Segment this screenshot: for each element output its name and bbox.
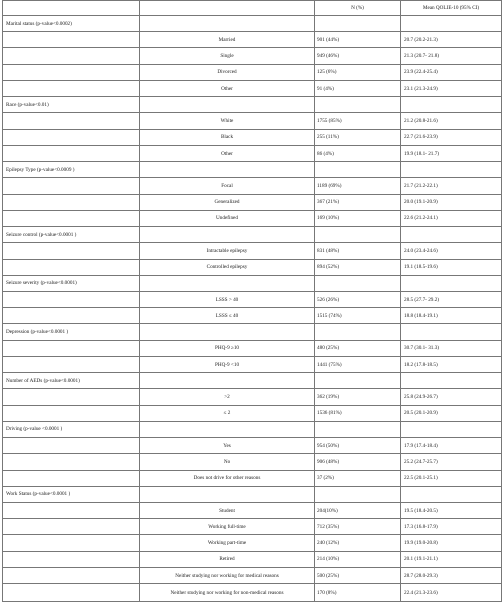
row-category-label: Neither studying nor working for non-medical reasons [140,584,315,602]
row-n-percent: 1189 (69%) [315,178,401,194]
table-row [3,145,502,161]
row-category-label: Does not drive for other reasons [140,470,315,486]
table-row [3,567,502,583]
row-category-label: Undefined [140,210,315,226]
row-n-percent: 91 (4%) [315,80,401,96]
row-empty-cell [3,259,140,275]
group-empty-cell [401,227,502,243]
group-row [3,486,502,502]
group-empty-cell [315,16,401,32]
row-mean-qolie: 28.5 (27.7- 29.2) [401,291,502,307]
row-mean-qolie: 19.9 (19.0-20.8) [401,535,502,551]
row-empty-cell [3,519,140,535]
group-title: Number of AEDs (p-value<0.0001) [3,373,140,389]
group-empty-cell [401,275,502,291]
row-mean-qolie: 21.7 (21.2-22.1) [401,178,502,194]
group-row [3,227,502,243]
row-mean-qolie: 30.7 (30.1- 31.3) [401,340,502,356]
group-empty-cell [315,373,401,389]
row-category-label: LSSS ≤ 40 [140,308,315,324]
row-empty-cell [3,80,140,96]
row-empty-cell [3,210,140,226]
table-row [3,519,502,535]
row-n-percent: 169 (10%) [315,210,401,226]
row-empty-cell [3,291,140,307]
row-empty-cell [3,535,140,551]
table-row [3,194,502,210]
table-row [3,438,502,454]
group-title: Race (p-value<0.01) [3,97,140,113]
group-empty-cell [140,486,315,502]
row-empty-cell [3,470,140,486]
row-category-label: LSSS > 40 [140,291,315,307]
row-empty-cell [3,113,140,129]
qolie-results-table [2,0,502,602]
row-n-percent: 1515 (74%) [315,308,401,324]
table-row [3,405,502,421]
row-mean-qolie: 17.9 (17.4-18.4) [401,438,502,454]
row-category-label: Generalized [140,194,315,210]
table-row [3,470,502,486]
table-container [2,0,501,602]
row-category-label: White [140,113,315,129]
table-row [3,129,502,145]
group-empty-cell [140,227,315,243]
table-row [3,80,502,96]
table-row [3,259,502,275]
table-row [3,454,502,470]
row-empty-cell [3,438,140,454]
group-empty-cell [140,275,315,291]
row-mean-qolie: 22.4 (21.3-23.6) [401,584,502,602]
row-n-percent: 86 (4%) [315,145,401,161]
table-row [3,584,502,602]
table-row [3,32,502,48]
row-category-label: Focal [140,178,315,194]
group-title: Seizure severity (p-value<0.0001) [3,275,140,291]
row-mean-qolie: 22.5 (20.1-25.1) [401,470,502,486]
row-n-percent: 255 (11%) [315,129,401,145]
row-n-percent: 831 (48%) [315,243,401,259]
row-empty-cell [3,178,140,194]
group-row [3,373,502,389]
group-empty-cell [140,324,315,340]
row-mean-qolie: 19.1 (18.5-19.6) [401,259,502,275]
row-empty-cell [3,454,140,470]
row-empty-cell [3,243,140,259]
row-n-percent: 367 (21%) [315,194,401,210]
table-row [3,178,502,194]
header-cell-variable [3,1,140,16]
header-cell-category [140,1,315,16]
row-n-percent: 1536 (81%) [315,405,401,421]
table-row [3,356,502,372]
row-mean-qolie: 22.7 (21.6-23.9) [401,129,502,145]
row-mean-qolie: 25.2 (24.7-25.7) [401,454,502,470]
table-row [3,535,502,551]
row-mean-qolie: 20.5 (20.1-20.9) [401,405,502,421]
row-mean-qolie: 25.8 (24.9-26.7) [401,389,502,405]
table-row [3,340,502,356]
row-mean-qolie: 23.9 (22.4-25.4) [401,64,502,80]
row-category-label: PHQ-9 ≥10 [140,340,315,356]
group-row [3,16,502,32]
row-mean-qolie: 18.2 (17.8-18.5) [401,356,502,372]
group-row [3,97,502,113]
row-n-percent: 894 (52%) [315,259,401,275]
group-title: Epilepsy Type (p-value<0.0009 ) [3,162,140,178]
row-mean-qolie: 22.6 (21.2-24.1) [401,210,502,226]
table-row [3,502,502,518]
group-empty-cell [140,162,315,178]
group-empty-cell [401,421,502,437]
row-mean-qolie: 28.7 (28.0-29.3) [401,567,502,583]
group-empty-cell [401,162,502,178]
row-category-label: >2 [140,389,315,405]
row-mean-qolie: 24.0 (23.4-24.6) [401,243,502,259]
table-row [3,48,502,64]
header-cell-mean-qolie: Mean QOLIE-10 (95% CI) [401,1,502,16]
row-n-percent: 526 (26%) [315,291,401,307]
row-category-label: Yes [140,438,315,454]
row-n-percent: 1441 (75%) [315,356,401,372]
group-empty-cell [315,421,401,437]
row-n-percent: 170 (8%) [315,584,401,602]
row-mean-qolie: 19.9 (18.1- 21.7) [401,145,502,161]
table-row [3,551,502,567]
table-row [3,64,502,80]
row-category-label: Married [140,32,315,48]
group-empty-cell [315,324,401,340]
group-empty-cell [401,16,502,32]
row-n-percent: 906 (48%) [315,454,401,470]
row-category-label: Working full-time [140,519,315,535]
table-row [3,113,502,129]
group-title: Seizure control (p-value<0.0001 ) [3,227,140,243]
group-title: Work Status (p-value<0.0001 ) [3,486,140,502]
group-empty-cell [140,97,315,113]
group-empty-cell [401,97,502,113]
row-empty-cell [3,405,140,421]
row-n-percent: 901 (44%) [315,32,401,48]
row-empty-cell [3,48,140,64]
row-category-label: Single [140,48,315,64]
table-row [3,291,502,307]
group-empty-cell [140,16,315,32]
row-n-percent: 214 (10%) [315,551,401,567]
row-category-label: Controlled epilepsy [140,259,315,275]
row-category-label: Student [140,502,315,518]
row-empty-cell [3,308,140,324]
row-category-label: Other [140,80,315,96]
row-n-percent: 37 (2%) [315,470,401,486]
row-n-percent: 500 (25%) [315,567,401,583]
row-n-percent: 949 (46%) [315,48,401,64]
row-empty-cell [3,551,140,567]
group-title: Marital status (p-value<0.0002) [3,16,140,32]
group-empty-cell [315,162,401,178]
row-empty-cell [3,32,140,48]
row-category-label: PHQ-9 <10 [140,356,315,372]
group-empty-cell [401,486,502,502]
group-title: Depression (p-value<0.0001 ) [3,324,140,340]
row-empty-cell [3,389,140,405]
group-row [3,162,502,178]
row-empty-cell [3,64,140,80]
row-mean-qolie: 20.1 (19.1-21.1) [401,551,502,567]
row-empty-cell [3,356,140,372]
row-empty-cell [3,145,140,161]
group-empty-cell [315,97,401,113]
table-row [3,389,502,405]
row-empty-cell [3,340,140,356]
header-row [3,1,502,16]
row-mean-qolie: 19.5 (18.4-20.5) [401,502,502,518]
row-n-percent: 362 (19%) [315,389,401,405]
row-category-label: No [140,454,315,470]
table-row [3,243,502,259]
row-empty-cell [3,567,140,583]
row-n-percent: 1755 (85%) [315,113,401,129]
table-body [3,1,502,602]
row-mean-qolie: 21.3 (20.7- 21.8) [401,48,502,64]
row-category-label: Retired [140,551,315,567]
group-empty-cell [315,275,401,291]
group-empty-cell [315,227,401,243]
row-empty-cell [3,194,140,210]
header-cell-n-percent: N (%) [315,1,401,16]
row-category-label: Working part-time [140,535,315,551]
row-empty-cell [3,584,140,602]
row-mean-qolie: 20.7 (20.2-21.3) [401,32,502,48]
row-empty-cell [3,502,140,518]
row-mean-qolie: 21.2 (20.8-21.6) [401,113,502,129]
row-n-percent: 712 (35%) [315,519,401,535]
group-empty-cell [401,324,502,340]
table-row [3,308,502,324]
row-category-label: Intractable epilepsy [140,243,315,259]
row-n-percent: 240 (12%) [315,535,401,551]
row-mean-qolie: 23.1 (21.3-24.9) [401,80,502,96]
row-category-label: Other [140,145,315,161]
table-row [3,210,502,226]
row-category-label: Neither studying nor working for medical reasons [140,567,315,583]
row-mean-qolie: 20.0 (19.1-20.9) [401,194,502,210]
group-row [3,324,502,340]
row-category-label: Black [140,129,315,145]
group-empty-cell [140,421,315,437]
row-n-percent: 125 (6%) [315,64,401,80]
group-empty-cell [140,373,315,389]
row-n-percent: 204(10%) [315,502,401,518]
row-n-percent: 954 (50%) [315,438,401,454]
row-n-percent: 480 (25%) [315,340,401,356]
group-row [3,421,502,437]
group-empty-cell [315,486,401,502]
row-category-label: ≤ 2 [140,405,315,421]
group-row [3,275,502,291]
row-empty-cell [3,129,140,145]
row-category-label: Divorced [140,64,315,80]
group-title: Driving (p-value <0.0001 ) [3,421,140,437]
row-mean-qolie: 17.3 (16.8-17.9) [401,519,502,535]
row-mean-qolie: 18.8 (18.4-19.1) [401,308,502,324]
group-empty-cell [401,373,502,389]
